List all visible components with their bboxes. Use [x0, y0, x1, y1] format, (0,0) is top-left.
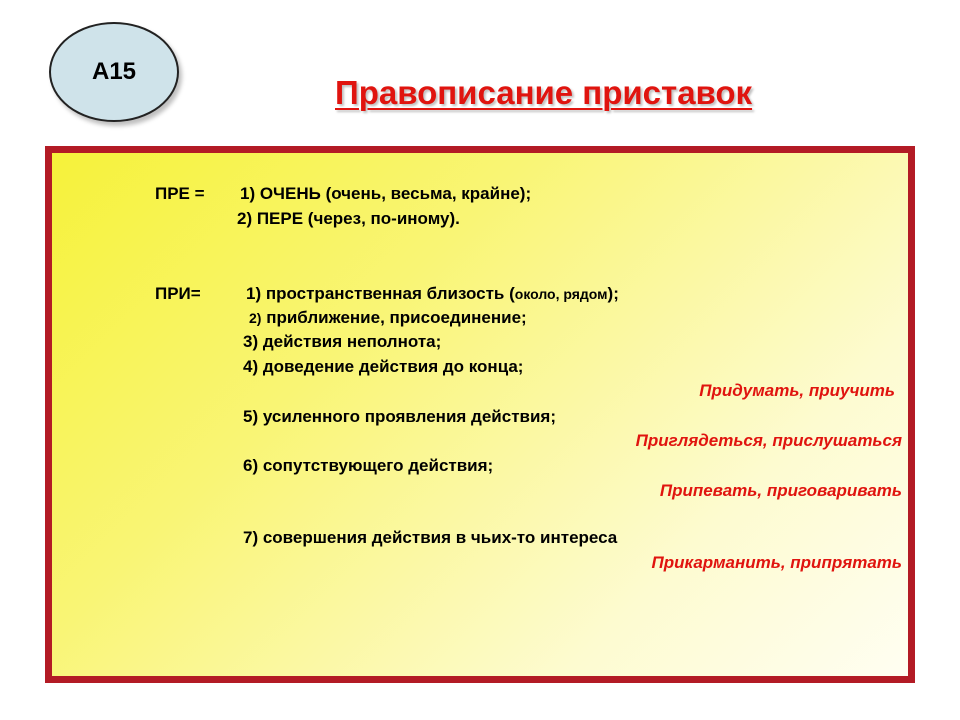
pri-rule-1	[246, 284, 619, 304]
pri-rule-1-examples: около, рядом	[514, 286, 608, 302]
page-title: Правописание приставок	[335, 74, 753, 111]
pri-rule-2-text: приближение, присоединение;	[266, 308, 527, 327]
pri-rule-3: 3) действия неполнота;	[243, 332, 442, 351]
pre-rule-2: 2) ПЕРЕ (через, по-иному).	[237, 209, 460, 228]
pri-rule-2	[249, 308, 527, 328]
pri-rule-5: 5) усиленного проявления действия;	[243, 407, 556, 426]
topic-badge	[49, 22, 179, 122]
pri-example-4: Придумать, приучить	[699, 381, 895, 400]
pri-example-7: Прикарманить, припрятать	[651, 553, 902, 572]
pri-rule-6: 6) сопутствующего действия;	[243, 456, 494, 475]
badge-label: А15	[91, 58, 137, 85]
pri-rule-4: 4) доведение действия до конца;	[243, 357, 524, 376]
pre-label: ПРЕ =	[155, 184, 205, 203]
pri-example-6: Припевать, приговаривать	[659, 481, 902, 500]
pre-rule-1: 1) ОЧЕНЬ (очень, весьма, крайне);	[240, 184, 532, 203]
pri-example-5: Приглядеться, прислушаться	[635, 431, 902, 450]
pri-rule-1-text: 1) пространственная близость (	[246, 284, 515, 303]
pri-rule-1-end: );	[607, 284, 619, 303]
pri-label: ПРИ=	[155, 284, 201, 303]
pri-rule-2-number: 2)	[249, 310, 262, 326]
pri-rule-7: 7) совершения действия в чьих-то интереса	[243, 528, 618, 547]
